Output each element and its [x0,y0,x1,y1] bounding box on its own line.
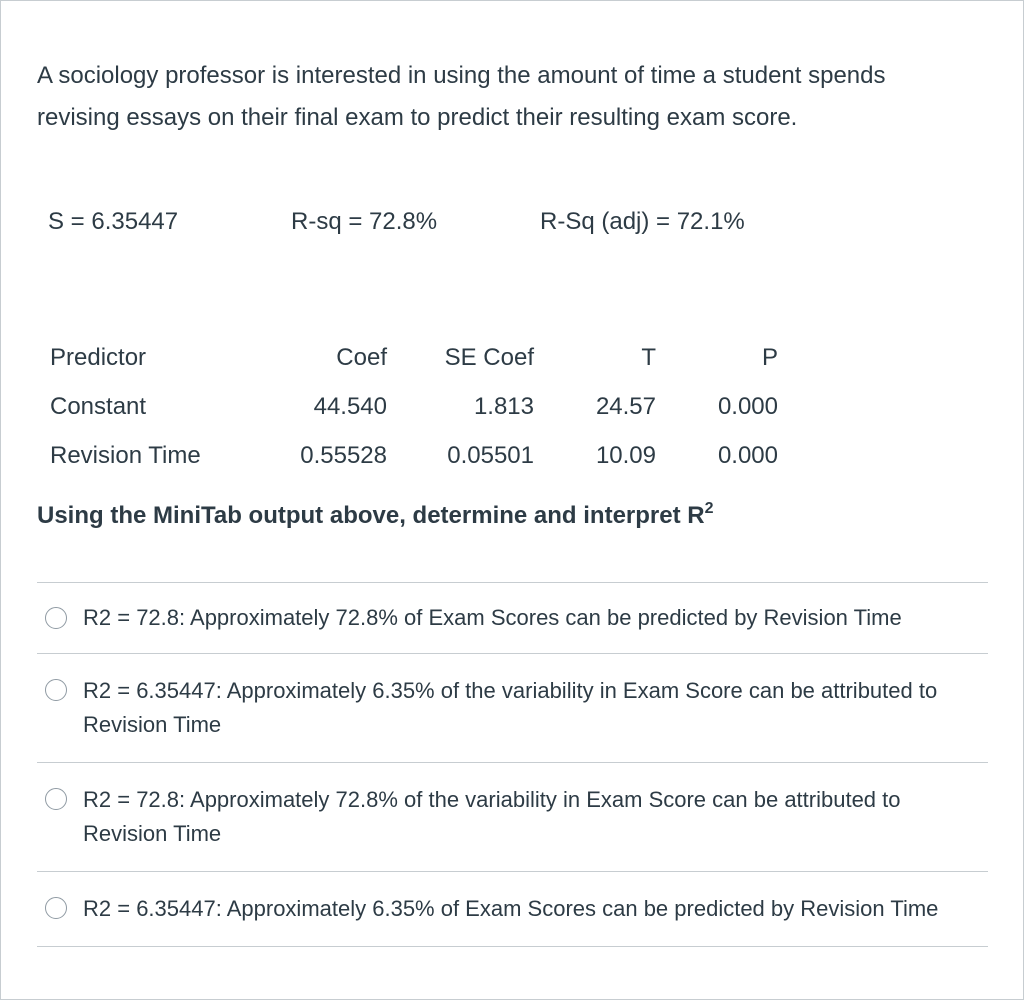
question-text: A sociology professor is interested in using the amount of time a student spends revising essays on their final exam to predict their resulting exam score. [37,62,886,131]
stat-r-sq: R-sq = 72.8% [291,208,438,235]
radio-button[interactable] [45,788,67,810]
header-t: T [641,343,656,371]
answer-option-3[interactable] [37,763,988,872]
table-header-row [38,333,778,382]
answer-label: R2 = 6.35447: Approximately 6.35% of the variability in Exam Score can be attributed to Revision Time [83,678,938,737]
cell-p: 0.000 [717,392,778,420]
cell-predictor: Revision Time [50,441,201,469]
prompt-superscript: 2 [704,500,714,517]
answer-label: R2 = 72.8: Approximately 72.8% of the variability in Exam Score can be attributed to Revision Time [83,787,901,846]
cell-p: 0.000 [717,441,778,469]
radio-button[interactable] [45,607,67,629]
stat-r-sq-adj: R-Sq (adj) = 72.1% [540,208,745,235]
cell-coef: 44.540 [313,392,387,420]
cell-t: 24.57 [595,392,656,420]
header-coef: Coef [336,343,387,371]
cell-se-coef: 1.813 [473,392,534,420]
question-prompt [37,502,714,530]
stat-s: S = 6.35447 [48,208,179,235]
table-row [38,382,778,431]
cell-predictor: Constant [50,392,147,420]
cell-se-coef: 0.05501 [447,441,534,469]
table-row [38,431,778,480]
answer-label: R2 = 6.35447: Approximately 6.35% of Exam Scores can be predicted by Revision Time [83,896,939,921]
cell-coef: 0.55528 [300,441,387,469]
answer-label: R2 = 72.8: Approximately 72.8% of Exam Scores can be predicted by Revision Time [83,605,902,630]
header-se-coef: SE Coef [444,343,534,371]
header-p: P [761,343,778,371]
header-predictor: Predictor [50,343,147,371]
answer-option-4[interactable] [37,872,988,947]
answer-option-2[interactable] [37,654,988,763]
answer-option-1[interactable] [37,583,988,654]
radio-button[interactable] [45,897,67,919]
radio-button[interactable] [45,679,67,701]
cell-t: 10.09 [595,441,656,469]
answer-list [37,582,988,947]
coefficient-table [38,333,778,480]
prompt-text: Using the MiniTab output above, determine and interpret R [37,502,705,529]
